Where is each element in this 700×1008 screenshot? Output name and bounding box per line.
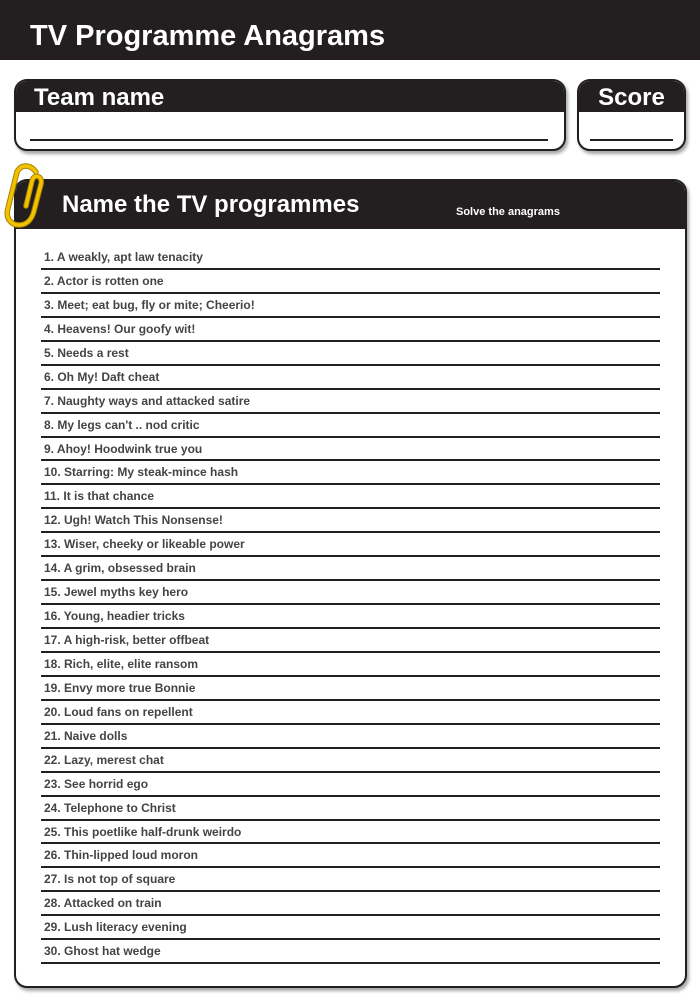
question-row[interactable]: 2. Actor is rotten one xyxy=(41,270,660,294)
page-title: TV Programme Anagrams xyxy=(30,20,386,52)
question-row[interactable]: 23. See horrid ego xyxy=(41,773,660,797)
question-row[interactable]: 25. This poetlike half-drunk weirdo xyxy=(41,821,660,845)
question-row[interactable]: 29. Lush literacy evening xyxy=(41,916,660,940)
question-row[interactable]: 8. My legs can't .. nod critic xyxy=(41,414,660,438)
question-row[interactable]: 21. Naive dolls xyxy=(41,725,660,749)
question-row[interactable]: 9. Ahoy! Hoodwink true you xyxy=(41,438,660,462)
instruction-text: Solve the anagrams xyxy=(456,206,560,218)
questions-panel-header xyxy=(16,181,685,229)
question-row[interactable]: 28. Attacked on train xyxy=(41,892,660,916)
questions-panel xyxy=(14,179,687,988)
score-box xyxy=(577,79,686,151)
question-row[interactable]: 10. Starring: My steak-mince hash xyxy=(41,461,660,485)
question-row[interactable]: 24. Telephone to Christ xyxy=(41,797,660,821)
question-row[interactable]: 4. Heavens! Our goofy wit! xyxy=(41,318,660,342)
question-row[interactable]: 7. Naughty ways and attacked satire xyxy=(41,390,660,414)
section-title: Name the TV programmes xyxy=(62,191,360,218)
question-row[interactable]: 19. Envy more true Bonnie xyxy=(41,677,660,701)
question-row[interactable]: 5. Needs a rest xyxy=(41,342,660,366)
score-label: Score xyxy=(579,81,684,112)
team-name-write-line[interactable] xyxy=(30,139,548,141)
team-name-label: Team name xyxy=(16,81,564,112)
question-row[interactable]: 22. Lazy, merest chat xyxy=(41,749,660,773)
paperclip-icon xyxy=(3,162,53,234)
question-row[interactable]: 11. It is that chance xyxy=(41,485,660,509)
question-row[interactable]: 27. Is not top of square xyxy=(41,868,660,892)
question-row[interactable]: 14. A grim, obsessed brain xyxy=(41,557,660,581)
question-row[interactable]: 15. Jewel myths key hero xyxy=(41,581,660,605)
score-write-line[interactable] xyxy=(590,139,673,141)
question-list xyxy=(41,246,660,964)
question-row[interactable]: 6. Oh My! Daft cheat xyxy=(41,366,660,390)
question-row[interactable]: 17. A high-risk, better offbeat xyxy=(41,629,660,653)
question-row[interactable]: 12. Ugh! Watch This Nonsense! xyxy=(41,509,660,533)
question-row[interactable]: 16. Young, headier tricks xyxy=(41,605,660,629)
question-row[interactable]: 3. Meet; eat bug, fly or mite; Cheerio! xyxy=(41,294,660,318)
question-row[interactable]: 30. Ghost hat wedge xyxy=(41,940,660,964)
question-row[interactable]: 1. A weakly, apt law tenacity xyxy=(41,246,660,270)
question-row[interactable]: 13. Wiser, cheeky or likeable power xyxy=(41,533,660,557)
team-name-box xyxy=(14,79,566,151)
question-row[interactable]: 26. Thin-lipped loud moron xyxy=(41,844,660,868)
title-bar xyxy=(0,0,700,60)
question-row[interactable]: 18. Rich, elite, elite ransom xyxy=(41,653,660,677)
question-row[interactable]: 20. Loud fans on repellent xyxy=(41,701,660,725)
